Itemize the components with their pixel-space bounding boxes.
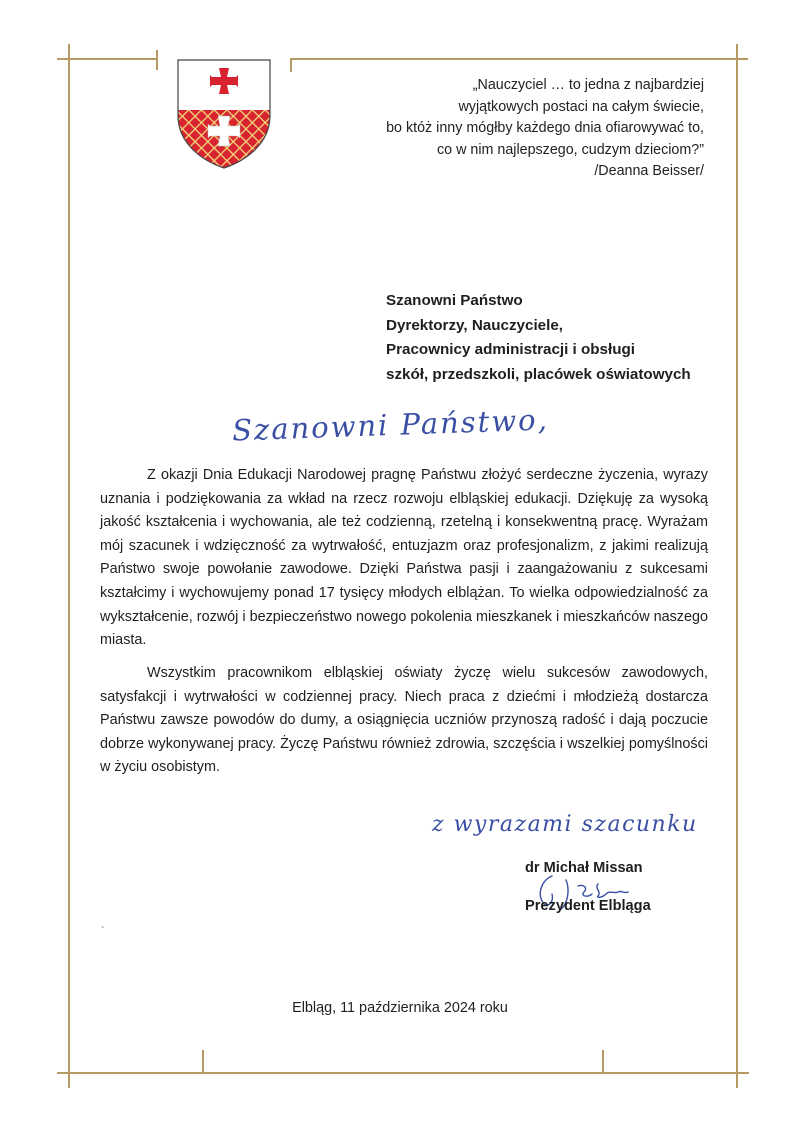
frame-top-tick-right: [290, 58, 292, 72]
addressee-line: Pracownicy administracji i obsługi: [386, 341, 635, 358]
signer-name: dr Michał Missan: [525, 860, 643, 876]
frame-bottom-tick-left: [202, 1050, 204, 1073]
addressee-line: szkół, przedszkoli, placówek oświatowych: [386, 365, 691, 383]
signer-title: Prezydent Elbląga: [525, 898, 651, 914]
coat-of-arms-logo: [176, 58, 272, 170]
addressee-line: Szanowni Państwo: [386, 292, 523, 309]
quote-line: wyjątkowych postaci na całym świecie,: [458, 98, 704, 115]
quote-line: co w nim najlepszego, cudzym dzieciom?”: [437, 141, 704, 158]
motto-quote: [284, 75, 704, 183]
letter-paragraph-1: [100, 464, 708, 653]
handwritten-salutation: Szanowni Państwo,: [231, 402, 550, 448]
quote-line: bo któż inny mógłby każdego dnia ofiarowywać to,: [386, 120, 704, 136]
addressee-block: [386, 289, 691, 387]
frame-top-rule-left: [57, 58, 158, 60]
letter-date: Elbląg, 11 października 2024 roku: [292, 1000, 508, 1016]
frame-bottom-tick-right: [602, 1050, 604, 1073]
frame-bottom-rule: [57, 1072, 749, 1074]
quote-line: „Nauczyciel … to jedna z najbardziej: [472, 77, 704, 93]
paragraph-text: Wszystkim pracownikom elbląskiej oświaty życzę wielu sukcesów zawodowych, satysfakcji i wytrwałości w codziennej pracy. Niech praca z dziećmi i młodzieżą dostarcza Państwu zawsze powodów do dumy, a osiągnięcia uczniów przynoszą radość i dają poczucie dobrze wykonywanej pracy. Życzę Państwu również zdrowia, szczęścia i wszelkiej pomyślności w życiu osobistym.: [100, 665, 708, 776]
paragraph-text: Z okazji Dnia Edukacji Narodowej pragnę Państwu złożyć serdeczne życzenia, wyrazy uznania i podziękowania za wkład na rzecz rozwoju elbląskiej edukacji. Dziękuję za wysoką jakość kształcenia i wychowania, ale też codzienną, rzetelną i konsekwentną pracę. Wyrażam mój szacunek i wdzięczność za wytrwałość, entuzjazm oraz profesjonalizm, z jakimi realizują Państwo swoje powołanie zawodowe. Dzięki Państwa pasji i zaangażowaniu z sukcesami kształcimy i wychowujemy ponad 17 tysięcy młodych elblążan. To wielka odpowiedzialność za wykształcenie, rozwój i bezpieczeństwo nowego pokolenia mieszkanek i mieszkańców naszego miasta.: [100, 467, 708, 649]
handwritten-closing: z wyrazami szacunku: [432, 812, 698, 837]
frame-right-line: [736, 44, 738, 1088]
frame-top-rule-right: [290, 58, 748, 60]
letter-paragraph-2: [100, 662, 708, 780]
addressee-line: Dyrektorzy, Nauczyciele,: [386, 316, 563, 334]
stray-mark: `: [101, 926, 105, 937]
frame-left-line: [68, 44, 70, 1088]
frame-top-tick-left: [156, 50, 158, 70]
quote-author: /Deanna Beisser/: [594, 163, 704, 179]
